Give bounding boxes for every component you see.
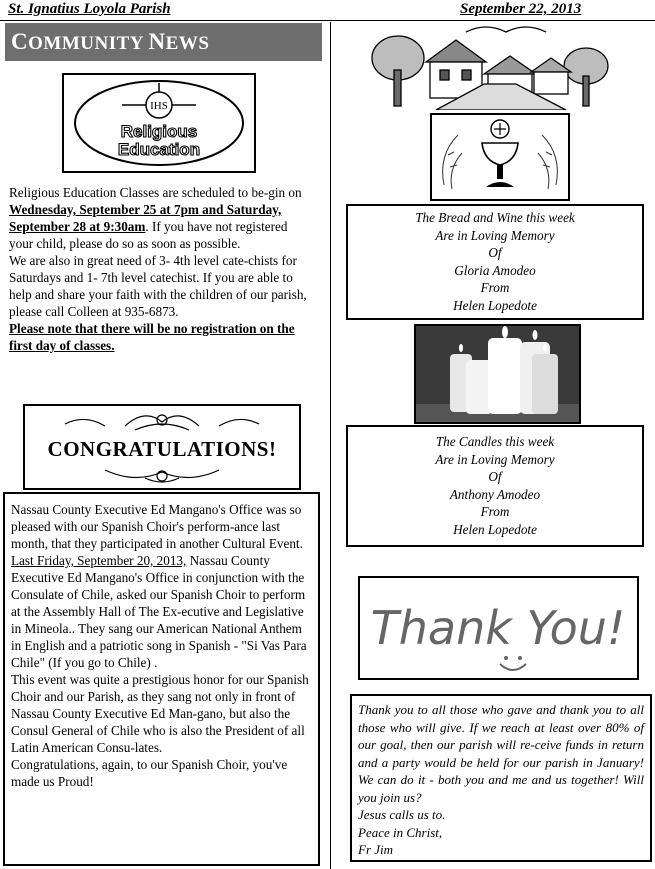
memorial-line: Gloria Amodeo — [454, 262, 536, 278]
issue-date: September 22, 2013 — [460, 1, 582, 17]
spanish-choir-article: Nassau County Executive Ed Mangano's Office was so pleased with our Spanish Choir's perform-ance last month, that they participated in another Cultural Event. Last Friday, September 20, 2013, Nassau County Executive Ed Mangano's Office in conjunction with the Consulate of Chile, asked our Spanish Choir to perform at the Assembly Hall of The Ex-ecutive and Legislative in Mineola.. They sang our American National Anthem in English and a patriotic song in Spanish - "Si Vas Para Chile" (If you go to Chile) . This event was quite a prestigious honor for our Spanish Choir and our Parish, as they sang not only in front of Nassau County Executive Ed Man-gano, but also the Consul General of Chile who is also the President of all Latin American Consu-lates. Congratulations, again, to our Spanish Choir, you've made us Proud! — [3, 492, 320, 866]
header-rule — [0, 20, 655, 21]
thank-you-handwriting: Thank You! — [370, 601, 626, 655]
memorial-line: Are in Loving Memory — [435, 227, 555, 243]
column-divider — [330, 22, 331, 869]
thank-you-message: Thank you to all those who gave and thank you to all those who will give. If we reach at least over 80% of our goal, then our parish will re-ceive funds in return and a party would be held for our parish in January! We can do it - both you and me and us together! Will you join us? Jesus calls us to. Peace in Christ, Fr Jim — [350, 694, 652, 862]
ihs-monogram: IHS — [150, 100, 168, 112]
memorial-line: Of — [488, 245, 502, 260]
memorial-line: From — [480, 504, 510, 519]
logo-line2: Education — [117, 140, 201, 159]
memorial-line: The Candles this week — [435, 434, 555, 449]
registration-note: Please note that there will be no registration on the first day of classes. — [9, 321, 295, 353]
memorial-line: Helen Lopedote — [453, 521, 537, 537]
memorial-line: The Bread and Wine this week — [415, 210, 575, 225]
memorial-line: From — [480, 280, 510, 295]
logo-line1: Religious — [120, 122, 198, 141]
memorial-line: Are in Loving Memory — [435, 451, 555, 467]
chalice-illustration — [430, 113, 570, 201]
community-news-banner: COMMUNITY NEWS — [5, 23, 322, 61]
signature: Fr Jim — [358, 842, 394, 857]
bread-wine-memorial — [346, 204, 644, 320]
parish-name: St. Ignatius Loyola Parish — [8, 1, 171, 17]
memorial-line: Helen Lopedote — [453, 297, 537, 313]
candles-photo — [414, 324, 581, 424]
congrats-word: CONGRATULATIONS! — [47, 437, 277, 461]
memorial-line: Anthony Amodeo — [449, 486, 541, 502]
catechist-request: We are also in great need of 3- 4th level cate-chists for Saturdays and 1- 7th level catechist. If you are able to help and share your faith with the children of our parish, please call Colleen at 935-6873. — [9, 253, 307, 319]
religious-ed-text: Religious Education Classes are scheduled to be-gin on Wednesday, September 25 at 7pm and Saturday, September 28 at 9:30am. If you have not registered your child, please do so as soon as possible. We are also in great need of 3- 4th level cate-chists for Saturdays and 1- 7th level catechist. If you are able to help and share your faith with the children of our parish, please call Colleen at 935-6873. Please note that there will be no registration on the first day of classes. — [9, 184, 313, 354]
thank-you-image — [358, 576, 639, 680]
class-dates: Wednesday, September 25 at 7pm and Saturday, September 28 at 9:30am — [9, 202, 282, 234]
religious-education-logo — [62, 73, 256, 173]
congratulations-banner — [23, 404, 301, 490]
candles-memorial — [346, 425, 644, 547]
village-illustration — [366, 22, 616, 110]
memorial-line: Of — [488, 469, 502, 484]
